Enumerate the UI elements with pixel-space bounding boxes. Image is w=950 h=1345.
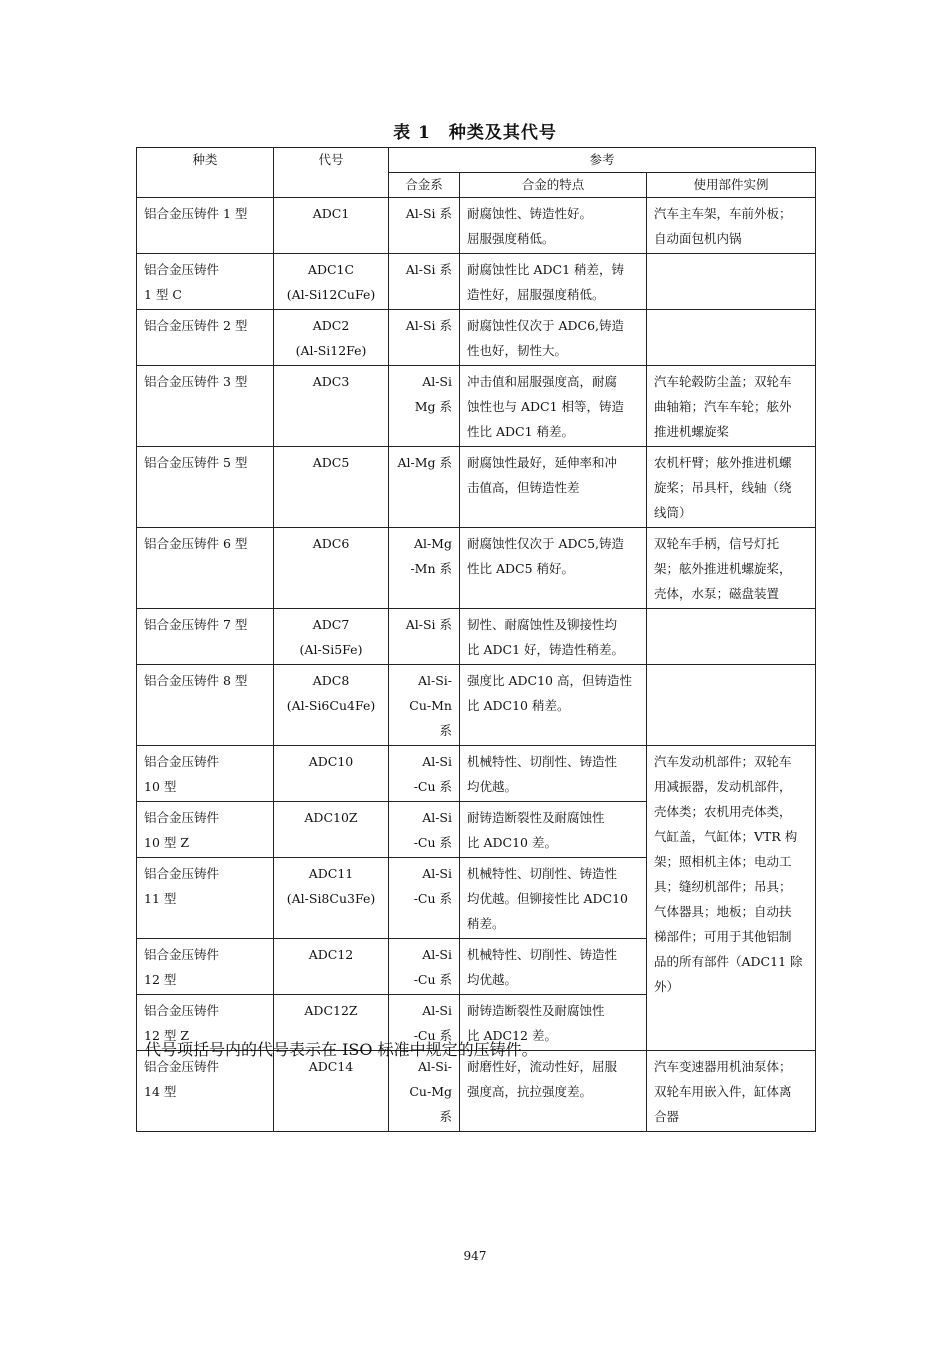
- cell-code-line: (Al-Si12Fe): [295, 343, 367, 358]
- table-title: 表 1 种类及其代号: [393, 123, 557, 143]
- cell-examples: [647, 447, 816, 528]
- cell-kind-line: 铝合金压铸件 7 型: [144, 617, 248, 632]
- cell-alloy-system-line: Al-Si-: [417, 673, 452, 688]
- cell-examples: [647, 609, 816, 665]
- cell-kind-line: 铝合金压铸件 1 型: [144, 206, 248, 221]
- cell-alloy-system: [389, 609, 460, 665]
- cell-features: [460, 198, 647, 254]
- cell-examples-line: 汽车轮毂防尘盖；双轮车: [654, 374, 792, 389]
- cell-features: [460, 366, 647, 447]
- cell-features-line: 机械特性、切削性、铸造性: [467, 947, 618, 962]
- cell-features-line: 强度高，抗拉强度差。: [467, 1084, 593, 1099]
- cell-features-line: 耐腐蚀性最好，延伸率和冲: [467, 455, 618, 470]
- cell-examples: [647, 198, 816, 254]
- cell-features-line: 造性好，屈服强度稍低。: [467, 287, 605, 302]
- cell-code: [274, 254, 389, 310]
- cell-examples: [647, 665, 816, 746]
- cell-alloy-system: [389, 310, 460, 366]
- cell-alloy-system: [389, 802, 460, 858]
- cell-alloy-system-line: -Cu 系: [413, 835, 452, 850]
- cell-examples-line: 梯部件；可用于其他铝制: [654, 929, 792, 944]
- cell-features: [460, 528, 647, 609]
- cell-examples-line: 气缸盖，气缸体；VTR 构: [654, 829, 798, 844]
- cell-features-line: 冲击值和屈服强度高，耐腐: [467, 374, 618, 389]
- cell-examples-line: 架；照相机主体；电动工: [654, 854, 792, 869]
- cell-kind-line: 14 型: [144, 1084, 177, 1099]
- cell-kind-line: 11 型: [144, 891, 177, 906]
- cell-features-line: 机械特性、切削性、铸造性: [467, 866, 618, 881]
- cell-alloy-system: [389, 254, 460, 310]
- cell-alloy-system: [389, 1051, 460, 1132]
- cell-alloy-system: [389, 366, 460, 447]
- cell-features-line: 强度比 ADC10 高，但铸造性: [467, 673, 632, 688]
- cell-alloy-system: [389, 939, 460, 995]
- cell-code: [274, 310, 389, 366]
- cell-alloy-system-line: Mg 系: [414, 399, 452, 414]
- cell-examples: [647, 310, 816, 366]
- cell-examples-line: 汽车发动机部件；双轮车: [654, 754, 792, 769]
- cell-code-line: ADC10: [308, 754, 354, 769]
- cell-examples-line: 旋桨；吊具杆，线轴（绕: [654, 480, 792, 495]
- cell-code-line: (Al-Si12CuFe): [286, 287, 376, 302]
- cell-alloy-system-line: Al-Si: [422, 947, 452, 962]
- cell-code: [274, 939, 389, 995]
- cell-features-line: 性比 ADC5 稍好。: [467, 561, 575, 576]
- cell-alloy-system-line: Al-Mg 系: [397, 455, 452, 470]
- cell-alloy-system-line: Cu-Mn 系: [409, 698, 452, 738]
- cell-kind-line: 铝合金压铸件: [144, 947, 220, 962]
- cell-features-line: 屈服强度稍低。: [467, 231, 555, 246]
- cell-features-line: 耐腐蚀性比 ADC1 稍差，铸: [467, 262, 625, 277]
- cell-alloy-system: [389, 858, 460, 939]
- cell-code: [274, 528, 389, 609]
- cell-features-line: 机械特性、切削性、铸造性: [467, 754, 618, 769]
- page-number: 947: [463, 1249, 487, 1263]
- cell-features-line: 均优越。: [467, 972, 518, 987]
- cell-alloy-system-line: -Cu 系: [413, 779, 452, 794]
- cell-features-line: 均优越。: [467, 779, 518, 794]
- cell-features: [460, 609, 647, 665]
- cell-kind-line: 铝合金压铸件 5 型: [144, 455, 248, 470]
- cell-alloy-system: [389, 665, 460, 746]
- table-row: [137, 366, 816, 447]
- cell-kind-line: 铝合金压铸件: [144, 262, 220, 277]
- cell-features-line: 击值高，但铸造性差: [467, 480, 580, 495]
- cell-code: [274, 858, 389, 939]
- cell-examples-line: 曲轴箱；汽车车轮；舷外: [654, 399, 792, 414]
- cell-kind: [137, 254, 274, 310]
- cell-features: [460, 665, 647, 746]
- cell-examples-line: 架；舷外推进机螺旋桨，: [654, 561, 792, 576]
- cell-examples-line: 双轮车手柄，信号灯托: [654, 536, 780, 551]
- cell-examples-line: 推进机螺旋桨: [654, 424, 730, 439]
- cell-examples-line: 品的所有部件（ADC11 除: [654, 954, 803, 969]
- cell-examples-line: 线筒）: [654, 505, 692, 520]
- cell-code: [274, 802, 389, 858]
- cell-code-line: (Al-Si8Cu3Fe): [286, 891, 376, 906]
- cell-kind-line: 1 型 C: [144, 287, 182, 302]
- cell-examples-line: 壳体，水泵；磁盘装置: [654, 586, 780, 601]
- cell-alloy-system-line: Al-Si-: [417, 1059, 452, 1074]
- cell-kind-line: 铝合金压铸件 3 型: [144, 374, 248, 389]
- cell-examples: [647, 1051, 816, 1132]
- cell-kind: [137, 198, 274, 254]
- cell-features-line: 耐磨性好，流动性好，屈服: [467, 1059, 618, 1074]
- cell-code-line: ADC11: [308, 866, 354, 881]
- cell-kind-line: 12 型 Z: [144, 1028, 190, 1043]
- cell-kind: [137, 1051, 274, 1132]
- cell-kind-line: 10 型 Z: [144, 835, 190, 850]
- cell-kind-line: 铝合金压铸件 6 型: [144, 536, 248, 551]
- cell-features-line: 均优越。但铆接性比 ADC10: [467, 891, 628, 906]
- cell-alloy-system-line: Al-Mg: [413, 536, 452, 551]
- cell-examples-line: 合器: [654, 1109, 680, 1124]
- cell-examples-line: 农机杆臂；舷外推进机螺: [654, 455, 792, 470]
- table-row: [137, 665, 816, 746]
- cell-alloy-system: [389, 198, 460, 254]
- cell-examples-line: 汽车主车架，车前外板；: [654, 206, 792, 221]
- cell-kind: [137, 858, 274, 939]
- cell-features-line: 耐铸造断裂性及耐腐蚀性: [467, 1003, 605, 1018]
- cell-code-line: ADC5: [312, 455, 350, 470]
- cell-kind: [137, 939, 274, 995]
- cell-kind: [137, 310, 274, 366]
- cell-code: [274, 447, 389, 528]
- cell-alloy-system: [389, 528, 460, 609]
- cell-kind-line: 铝合金压铸件: [144, 754, 220, 769]
- cell-code-line: ADC2: [312, 318, 350, 333]
- cell-features-line: 性也好，韧性大。: [467, 343, 568, 358]
- cell-features-line: 蚀性也与 ADC1 相等，铸造: [467, 399, 625, 414]
- cell-examples-line: 气体器具；地板；自动扶: [654, 904, 792, 919]
- cell-code-line: ADC6: [312, 536, 350, 551]
- cell-examples-line: 壳体类；农机用壳体类，: [654, 804, 792, 819]
- cell-kind-line: 铝合金压铸件 8 型: [144, 673, 248, 688]
- cell-code: [274, 198, 389, 254]
- cell-features: [460, 310, 647, 366]
- cell-features: [460, 746, 647, 802]
- cell-alloy-system-line: Cu-Mg 系: [409, 1084, 452, 1124]
- cell-code-line: ADC12: [308, 947, 354, 962]
- cell-features: [460, 1051, 647, 1132]
- cell-features-line: 耐腐蚀性仅次于 ADC5,铸造: [467, 536, 625, 551]
- cell-alloy-system-line: -Cu 系: [413, 972, 452, 987]
- cell-code: [274, 1051, 389, 1132]
- cell-features-line: 比 ADC12 差。: [467, 1028, 557, 1043]
- header-code: 代号: [274, 148, 389, 198]
- cell-code-line: ADC10Z: [304, 810, 358, 825]
- table-row: [137, 447, 816, 528]
- table-row: [137, 198, 816, 254]
- cell-kind-line: 铝合金压铸件: [144, 1003, 220, 1018]
- header-kind: 种类: [137, 148, 274, 198]
- cell-features-line: 韧性、耐腐蚀性及铆接性均: [467, 617, 618, 632]
- cell-examples-line: 具；缝纫机部件；吊具；: [654, 879, 792, 894]
- cell-examples-line: 外）: [654, 979, 680, 994]
- header-features: 合金的特点: [460, 173, 647, 198]
- alloy-table: [136, 147, 816, 1132]
- cell-features-line: 稍差。: [467, 916, 505, 931]
- cell-features-line: 耐腐蚀性、铸造性好。: [467, 206, 593, 221]
- cell-alloy-system-line: -Cu 系: [413, 891, 452, 906]
- cell-code-line: ADC1C: [307, 262, 355, 277]
- cell-features-line: 比 ADC10 差。: [467, 835, 557, 850]
- cell-alloy-system-line: Al-Si 系: [405, 206, 452, 221]
- cell-kind: [137, 665, 274, 746]
- table-row: [137, 310, 816, 366]
- table-row: [137, 254, 816, 310]
- cell-alloy-system-line: -Cu 系: [413, 1028, 452, 1043]
- cell-kind-line: 10 型: [144, 779, 177, 794]
- cell-features: [460, 858, 647, 939]
- cell-features: [460, 802, 647, 858]
- cell-code-line: ADC12Z: [304, 1003, 358, 1018]
- table-row: [137, 746, 816, 802]
- cell-features-line: 比 ADC10 稍差。: [467, 698, 570, 713]
- cell-examples: [647, 528, 816, 609]
- cell-examples: [647, 366, 816, 447]
- cell-kind-line: 铝合金压铸件: [144, 866, 220, 881]
- cell-alloy-system-line: Al-Si: [422, 810, 452, 825]
- cell-kind-line: 铝合金压铸件: [144, 1059, 220, 1074]
- cell-kind-line: 铝合金压铸件 2 型: [144, 318, 248, 333]
- cell-kind-line: 铝合金压铸件: [144, 810, 220, 825]
- cell-kind: [137, 366, 274, 447]
- cell-alloy-system: [389, 447, 460, 528]
- cell-kind: [137, 528, 274, 609]
- cell-code: [274, 609, 389, 665]
- cell-code-line: (Al-Si5Fe): [299, 642, 363, 657]
- cell-features-line: 耐腐蚀性仅次于 ADC6,铸造: [467, 318, 625, 333]
- cell-kind: [137, 802, 274, 858]
- cell-alloy-system-line: Al-Si: [422, 866, 452, 881]
- cell-features-line: 比 ADC1 好，铸造性稍差。: [467, 642, 625, 657]
- cell-code: [274, 366, 389, 447]
- table-row: [137, 609, 816, 665]
- footnote: 代号项括号内的代号表示在 ISO 标准中规定的压铸件。: [145, 1040, 538, 1059]
- cell-examples-line: 用减振器，发动机部件，: [654, 779, 792, 794]
- cell-features: [460, 447, 647, 528]
- cell-code-line: ADC3: [312, 374, 350, 389]
- cell-features: [460, 939, 647, 995]
- cell-examples: [647, 746, 816, 1051]
- cell-examples-line: 自动面包机内锅: [654, 231, 742, 246]
- cell-alloy-system-line: Al-Si 系: [405, 617, 452, 632]
- table-row: [137, 1051, 816, 1132]
- cell-code: [274, 665, 389, 746]
- cell-code-line: ADC8: [312, 673, 350, 688]
- cell-code: [274, 746, 389, 802]
- cell-kind: [137, 447, 274, 528]
- cell-examples-line: 汽车变速器用机油泵体；: [654, 1059, 792, 1074]
- cell-alloy-system-line: Al-Si: [422, 754, 452, 769]
- cell-kind-line: 12 型: [144, 972, 177, 987]
- cell-alloy-system-line: Al-Si: [422, 374, 452, 389]
- cell-kind: [137, 746, 274, 802]
- cell-code-line: ADC14: [308, 1059, 354, 1074]
- table-row: [137, 528, 816, 609]
- cell-alloy-system: [389, 746, 460, 802]
- cell-code-line: (Al-Si6Cu4Fe): [286, 698, 376, 713]
- cell-alloy-system-line: -Mn 系: [410, 561, 452, 576]
- cell-examples-line: 双轮车用嵌入件，缸体离: [654, 1084, 792, 1099]
- cell-alloy-system-line: Al-Si 系: [405, 262, 452, 277]
- cell-features: [460, 254, 647, 310]
- cell-alloy-system-line: Al-Si 系: [405, 318, 452, 333]
- cell-alloy-system-line: Al-Si: [422, 1003, 452, 1018]
- cell-code-line: ADC7: [312, 617, 350, 632]
- cell-features-line: 耐铸造断裂性及耐腐蚀性: [467, 810, 605, 825]
- cell-kind: [137, 609, 274, 665]
- header-reference: 参考: [389, 148, 816, 173]
- cell-features-line: 性比 ADC1 稍差。: [467, 424, 575, 439]
- cell-examples: [647, 254, 816, 310]
- header-examples: 使用部件实例: [647, 173, 816, 198]
- cell-code-line: ADC1: [312, 206, 350, 221]
- header-alloy-system: 合金系: [389, 173, 460, 198]
